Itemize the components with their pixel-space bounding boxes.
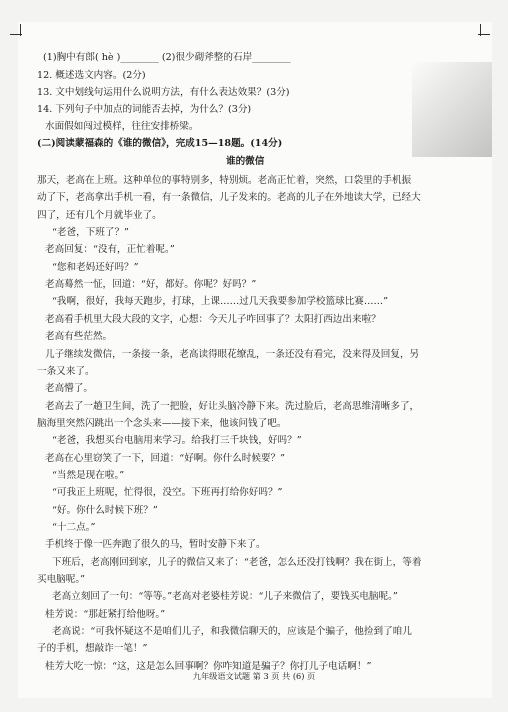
story-line: 那天，老高在上班。这种单位的事特别多，特别烦。老高正忙着，突然，口袋里的手机振 xyxy=(37,175,412,186)
story-line: “我啊，很好，我每天跑步，打球，上课……过几天我要参加学校篮球比赛……” xyxy=(52,296,388,308)
story-line: 买电脑呢。” xyxy=(37,574,86,586)
story-line: 下班后，老高刚回到家，儿子的微信又来了：“老爸，怎么还没打钱啊？我在街上，等着 xyxy=(52,556,422,568)
story-line: “当然是现在啦。” xyxy=(52,469,125,481)
story-line: 老高去了一趟卫生间，洗了一把脸，好让头脑冷静下来。洗过脸后，老高思维清晰多了， xyxy=(45,400,420,412)
story-line: “老爸，下班了？” xyxy=(52,227,129,239)
crop-mark-right-v xyxy=(480,24,481,36)
story-line: 四了，还有几个月就毕业了。 xyxy=(37,209,162,221)
story-line: “老爸，我想买台电脑用来学习。给我打三千块钱，好吗？” xyxy=(52,435,302,447)
section-heading: (二)阅读蒙福森的《谁的微信》，完成15—18题。(14分) xyxy=(37,138,283,149)
story-title: 谁的微信 xyxy=(226,156,265,167)
story-line: 老高在心里窃笑了一下，回道：“好啊。你什么时候要？” xyxy=(45,452,286,464)
story-line: “好。你什么时候下班？” xyxy=(52,504,158,516)
story-line: 脑海里突然闪跳出一个念头来——接下来，他该问钱了吧。 xyxy=(37,417,287,429)
story-line: 子的手机，想敲诈一笔！” xyxy=(37,643,148,655)
story-line: 动了下，老高拿出手机一看，有一条微信，儿子发来的。老高的儿子在外地读大学，已经大 xyxy=(37,192,421,204)
story-line: “您和老妈还好吗？” xyxy=(52,261,139,273)
question-14-sentence: 水面假如闯过模样，往往安排桥梁。 xyxy=(45,121,199,132)
story-line: 老高懵了。 xyxy=(45,383,93,395)
question-12: 12. 概述选文内容。(2分) xyxy=(37,70,146,81)
scan-texture xyxy=(412,62,492,157)
story-line: 桂芳大吃一惊：“这，这是怎么回事啊？你咋知道是骗子？你打儿子电话啊！” xyxy=(45,660,372,672)
story-line: 儿子继续发微信，一条接一条，老高读得眼花缭乱，一条还没有看完，没来得及回复，另 xyxy=(45,348,420,360)
page-footer: 九年级语文试题 第 3 页 共 (6) 页 xyxy=(192,671,316,681)
question-13: 13. 文中划线句运用什么说明方法，有什么表达效果？(3分) xyxy=(37,87,290,98)
crop-mark-left-v xyxy=(20,24,21,36)
story-line: 老高看手机里大段大段的文字，心想：今天儿子咋回事了？太阳打西边出来啦？ xyxy=(45,313,381,325)
story-line: 老高立刻回了一句：“等等。”老高对老婆桂芳说：“儿子来微信了，要钱买电脑呢。” xyxy=(52,591,398,603)
story-line: 一条又来了。 xyxy=(37,365,95,377)
question-11-line: (1)胸中有郎( hè )________ (2)很少砌斧整的石岸________ xyxy=(43,52,291,63)
story-line: 老高蓦然一怔，回道：“好，都好。你呢？好吗？” xyxy=(45,279,257,291)
story-line: “十二点。” xyxy=(52,522,96,533)
story-line: 手机终于像一匹奔跑了很久的马，暂时安静下来了。 xyxy=(45,539,266,551)
story-line: 老高回复：“没有，正忙着呢。” xyxy=(45,244,175,256)
story-line: “可我正上班呢，忙得很，没空。下班再打给你好吗？” xyxy=(52,487,283,499)
story-line: 桂芳说：“那赶紧打给他呀。” xyxy=(45,608,166,620)
question-14: 14. 下列句子中加点的词能否去掉，为什么？(3分) xyxy=(37,104,252,115)
story-line: 老高有些茫然。 xyxy=(45,331,113,343)
story-line: 老高说：“可我怀疑这不是咱们儿子，和我微信聊天的，应该是个骗子，他捡到了咱儿 xyxy=(52,626,412,638)
